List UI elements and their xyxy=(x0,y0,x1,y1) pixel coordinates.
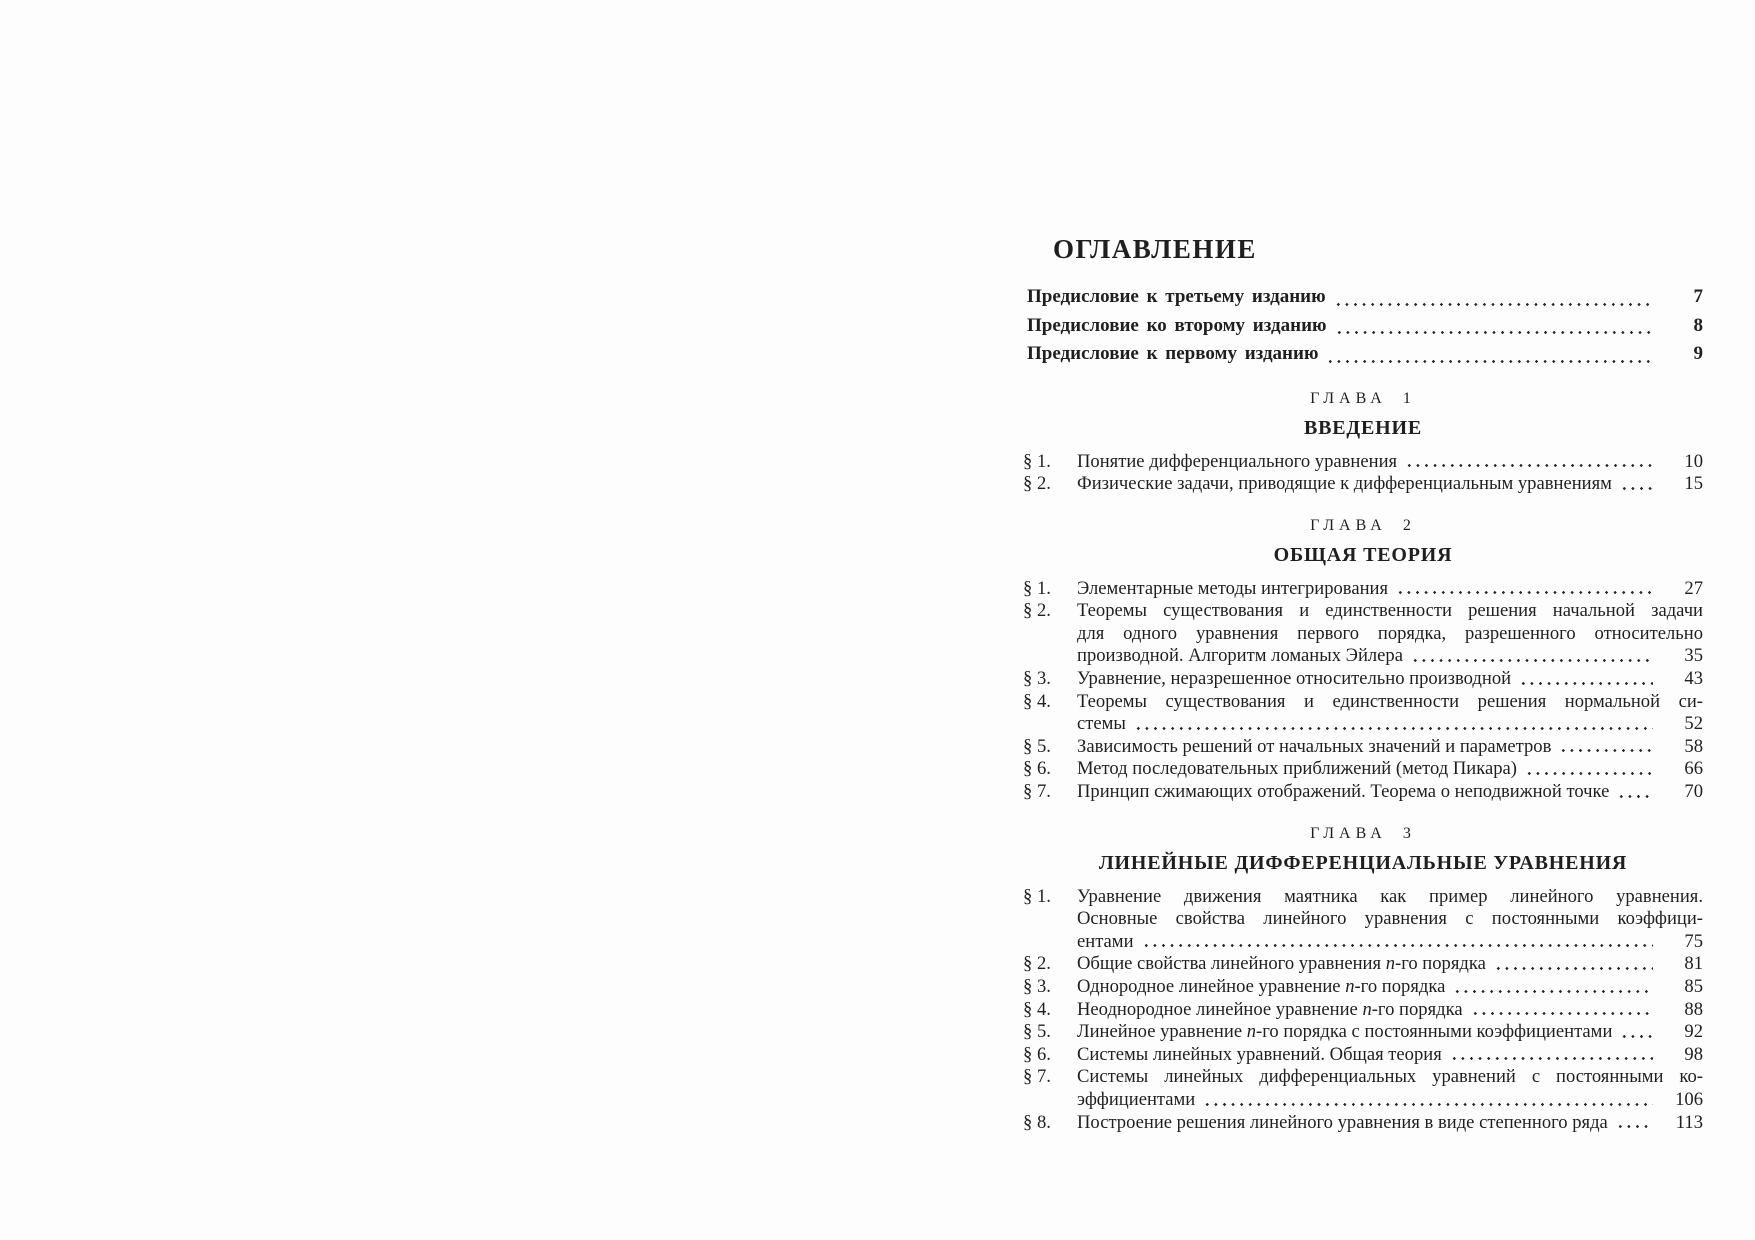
entry-last-line xyxy=(1077,473,1703,496)
toc-entry xyxy=(1023,473,1703,496)
entry-body xyxy=(1077,736,1703,759)
page-title: ОГЛАВЛЕНИЕ xyxy=(1053,234,1257,264)
toc-entry xyxy=(1023,976,1703,999)
toc-entry xyxy=(1023,1066,1703,1111)
preface-entry xyxy=(1027,340,1703,369)
entry-body xyxy=(1077,953,1703,976)
entry-body xyxy=(1077,886,1703,954)
dot-leader xyxy=(1203,1089,1653,1112)
chapter-section xyxy=(1023,516,1703,804)
entry-text: производной. Алгоритм ломаных Эйлера xyxy=(1077,645,1403,667)
page-number: 27 xyxy=(1684,577,1703,599)
chapter-title: ОБЩАЯ ТЕОРИЯ xyxy=(1273,543,1453,566)
entry-last-line xyxy=(1077,1021,1703,1044)
entry-text: Уравнение, неразрешенное относительно производной xyxy=(1077,668,1512,690)
entry-text: ентами xyxy=(1077,930,1134,952)
section-number: § 1. xyxy=(1023,885,1051,907)
section-number: § 4. xyxy=(1023,690,1051,712)
toc-entry xyxy=(1023,953,1703,976)
entry-body xyxy=(1077,999,1703,1022)
page-number: 113 xyxy=(1675,1111,1703,1133)
entry-text: Неоднородное линейное уравнение n-го порядка xyxy=(1077,998,1463,1020)
section-number: § 1. xyxy=(1023,450,1051,472)
dot-leader xyxy=(1620,1021,1653,1044)
entry-body xyxy=(1077,668,1703,691)
dot-leader xyxy=(1616,1112,1653,1135)
entry-text: Однородное линейное уравнение n-го порядка xyxy=(1077,976,1446,997)
preface-label: Предисловие к первому изданию xyxy=(1027,343,1319,364)
toc-entry xyxy=(1023,781,1703,804)
section-number: § 3. xyxy=(1023,976,1051,997)
dot-leader xyxy=(1617,781,1653,804)
section-number: § 5. xyxy=(1023,735,1051,757)
entry-last-line xyxy=(1077,1089,1703,1112)
toc-entry xyxy=(1023,600,1703,668)
section-number: § 3. xyxy=(1023,668,1051,690)
entry-last-line xyxy=(1077,1044,1703,1067)
entry-text: эффициентами xyxy=(1077,1088,1196,1110)
page-number: 43 xyxy=(1684,668,1703,690)
entry-text: Системы линейных уравнений. Общая теория xyxy=(1077,1043,1442,1065)
chapter-title: ЛИНЕЙНЫЕ ДИФФЕРЕНЦИАЛЬНЫЕ УРАВНЕНИЯ xyxy=(1098,851,1628,874)
entry-text-line: Теоремы существования и единственности решения начальной задачи xyxy=(1077,600,1703,622)
toc-entry xyxy=(1023,1021,1703,1044)
entry-last-line xyxy=(1077,668,1703,691)
toc-entry xyxy=(1023,451,1703,474)
page-number: 10 xyxy=(1684,450,1703,472)
page-number: 66 xyxy=(1684,758,1703,780)
entry-text-line: Системы линейных дифференциальных уравнений с постоянными ко- xyxy=(1077,1066,1703,1088)
page-number: 81 xyxy=(1684,953,1703,975)
page-number: 85 xyxy=(1684,976,1703,997)
entry-last-line xyxy=(1077,781,1703,804)
toc-entry xyxy=(1023,886,1703,954)
page-number: 35 xyxy=(1684,645,1703,667)
dot-leader xyxy=(1405,451,1653,474)
page-number: 98 xyxy=(1684,1043,1703,1065)
dot-leader xyxy=(1620,473,1653,496)
toc-entry xyxy=(1023,1112,1703,1135)
page-number: 7 xyxy=(1693,286,1703,307)
table-of-contents xyxy=(1023,234,1703,1134)
page-number: 8 xyxy=(1693,314,1703,336)
entry-body xyxy=(1077,1066,1703,1111)
page-number: 106 xyxy=(1675,1088,1703,1110)
section-number: § 7. xyxy=(1023,781,1051,803)
page-number: 70 xyxy=(1684,781,1703,803)
section-number: § 6. xyxy=(1023,758,1051,780)
page-number: 88 xyxy=(1684,998,1703,1020)
entry-body xyxy=(1077,1021,1703,1044)
chapter-heading: ГЛАВА 2 xyxy=(1310,516,1416,534)
entry-body xyxy=(1077,976,1703,999)
toc-entry xyxy=(1023,999,1703,1022)
entry-body xyxy=(1077,691,1703,736)
entry-last-line xyxy=(1077,736,1703,759)
dot-leader xyxy=(1142,931,1653,954)
entry-last-line xyxy=(1077,645,1703,668)
page-number: 52 xyxy=(1684,713,1703,735)
page-number: 58 xyxy=(1684,735,1703,757)
dot-leader xyxy=(1335,312,1653,341)
section-number: § 1. xyxy=(1023,577,1051,599)
entry-text-line: Основные свойства линейного уравнения с постоянными коэффици- xyxy=(1077,908,1703,930)
preface-label: Предисловие ко второму изданию xyxy=(1027,314,1327,336)
section-number: § 4. xyxy=(1023,998,1051,1020)
section-number: § 7. xyxy=(1023,1066,1051,1088)
entry-last-line xyxy=(1077,451,1703,474)
entry-text: Построение решения линейного уравнения в виде степенного ряда xyxy=(1077,1111,1608,1133)
dot-leader xyxy=(1450,1044,1653,1067)
entry-text: Понятие дифференциального уравнения xyxy=(1077,450,1398,472)
entry-text-line: Теоремы существования и единственности решения нормальной си- xyxy=(1077,690,1703,712)
toc-entry xyxy=(1023,578,1703,601)
dot-leader xyxy=(1525,758,1653,781)
entry-body xyxy=(1077,781,1703,804)
entry-last-line xyxy=(1077,931,1703,954)
entry-list xyxy=(1023,451,1703,496)
dot-leader xyxy=(1453,976,1653,999)
entry-text: Общие свойства линейного уравнения n-го порядка xyxy=(1077,953,1486,975)
dot-leader xyxy=(1559,736,1653,759)
dot-leader xyxy=(1326,340,1653,369)
preface-label: Предисловие к третьему изданию xyxy=(1027,286,1326,307)
dot-leader xyxy=(1396,578,1653,601)
toc-entry xyxy=(1023,1044,1703,1067)
chapter-heading: ГЛАВА 1 xyxy=(1310,389,1416,407)
entry-last-line xyxy=(1077,713,1703,736)
dot-leader xyxy=(1334,283,1653,312)
entry-last-line xyxy=(1077,1112,1703,1135)
chapter-section xyxy=(1023,824,1703,1135)
section-number: § 2. xyxy=(1023,953,1051,975)
toc-entry xyxy=(1023,758,1703,781)
entry-body xyxy=(1077,578,1703,601)
entry-text: Зависимость решений от начальных значений и параметров xyxy=(1077,735,1552,757)
entry-body xyxy=(1077,1112,1703,1135)
toc-entry xyxy=(1023,668,1703,691)
entry-body xyxy=(1077,1044,1703,1067)
page-number: 9 xyxy=(1693,343,1703,364)
chapter-list xyxy=(1023,389,1703,1135)
dot-leader xyxy=(1411,645,1653,668)
dot-leader xyxy=(1134,713,1653,736)
section-number: § 2. xyxy=(1023,473,1051,495)
entry-text: Линейное уравнение n-го порядка с постоянными коэффициентами xyxy=(1077,1021,1613,1043)
entry-text: Физические задачи, приводящие к дифференциальным уравнениям xyxy=(1077,473,1612,495)
chapter-heading: ГЛАВА 3 xyxy=(1310,824,1416,842)
page-number: 75 xyxy=(1684,930,1703,952)
entry-last-line xyxy=(1077,953,1703,976)
entry-text: Метод последовательных приближений (метод Пикара) xyxy=(1077,758,1517,780)
chapter-section xyxy=(1023,389,1703,496)
entry-text-line: Уравнение движения маятника как пример линейного уравнения. xyxy=(1077,885,1703,907)
page-number: 92 xyxy=(1684,1021,1703,1043)
section-number: § 5. xyxy=(1023,1021,1051,1043)
dot-leader xyxy=(1471,999,1653,1022)
entry-last-line xyxy=(1077,578,1703,601)
section-number: § 8. xyxy=(1023,1111,1051,1133)
chapter-title: ВВЕДЕНИЕ xyxy=(1304,416,1422,439)
entry-list xyxy=(1023,886,1703,1135)
preface-entry xyxy=(1027,283,1703,312)
section-number: § 6. xyxy=(1023,1043,1051,1065)
section-number: § 2. xyxy=(1023,600,1051,622)
preface-entry xyxy=(1027,312,1703,341)
entry-last-line xyxy=(1077,976,1703,999)
entry-last-line xyxy=(1077,999,1703,1022)
entry-text: Принцип сжимающих отображений. Теорема о неподвижной точке xyxy=(1077,781,1610,803)
dot-leader xyxy=(1519,668,1653,691)
entry-body xyxy=(1077,451,1703,474)
entry-last-line xyxy=(1077,758,1703,781)
preface-list xyxy=(1023,283,1703,369)
entry-body xyxy=(1077,758,1703,781)
toc-entry xyxy=(1023,736,1703,759)
page-number: 15 xyxy=(1684,473,1703,495)
entry-text: Элементарные методы интегрирования xyxy=(1077,577,1389,599)
entry-body xyxy=(1077,600,1703,668)
toc-entry xyxy=(1023,691,1703,736)
entry-text-line: для одного уравнения первого порядка, разрешенного относительно xyxy=(1077,622,1703,644)
entry-list xyxy=(1023,578,1703,804)
entry-text: стемы xyxy=(1077,713,1126,735)
entry-body xyxy=(1077,473,1703,496)
dot-leader xyxy=(1494,953,1653,976)
